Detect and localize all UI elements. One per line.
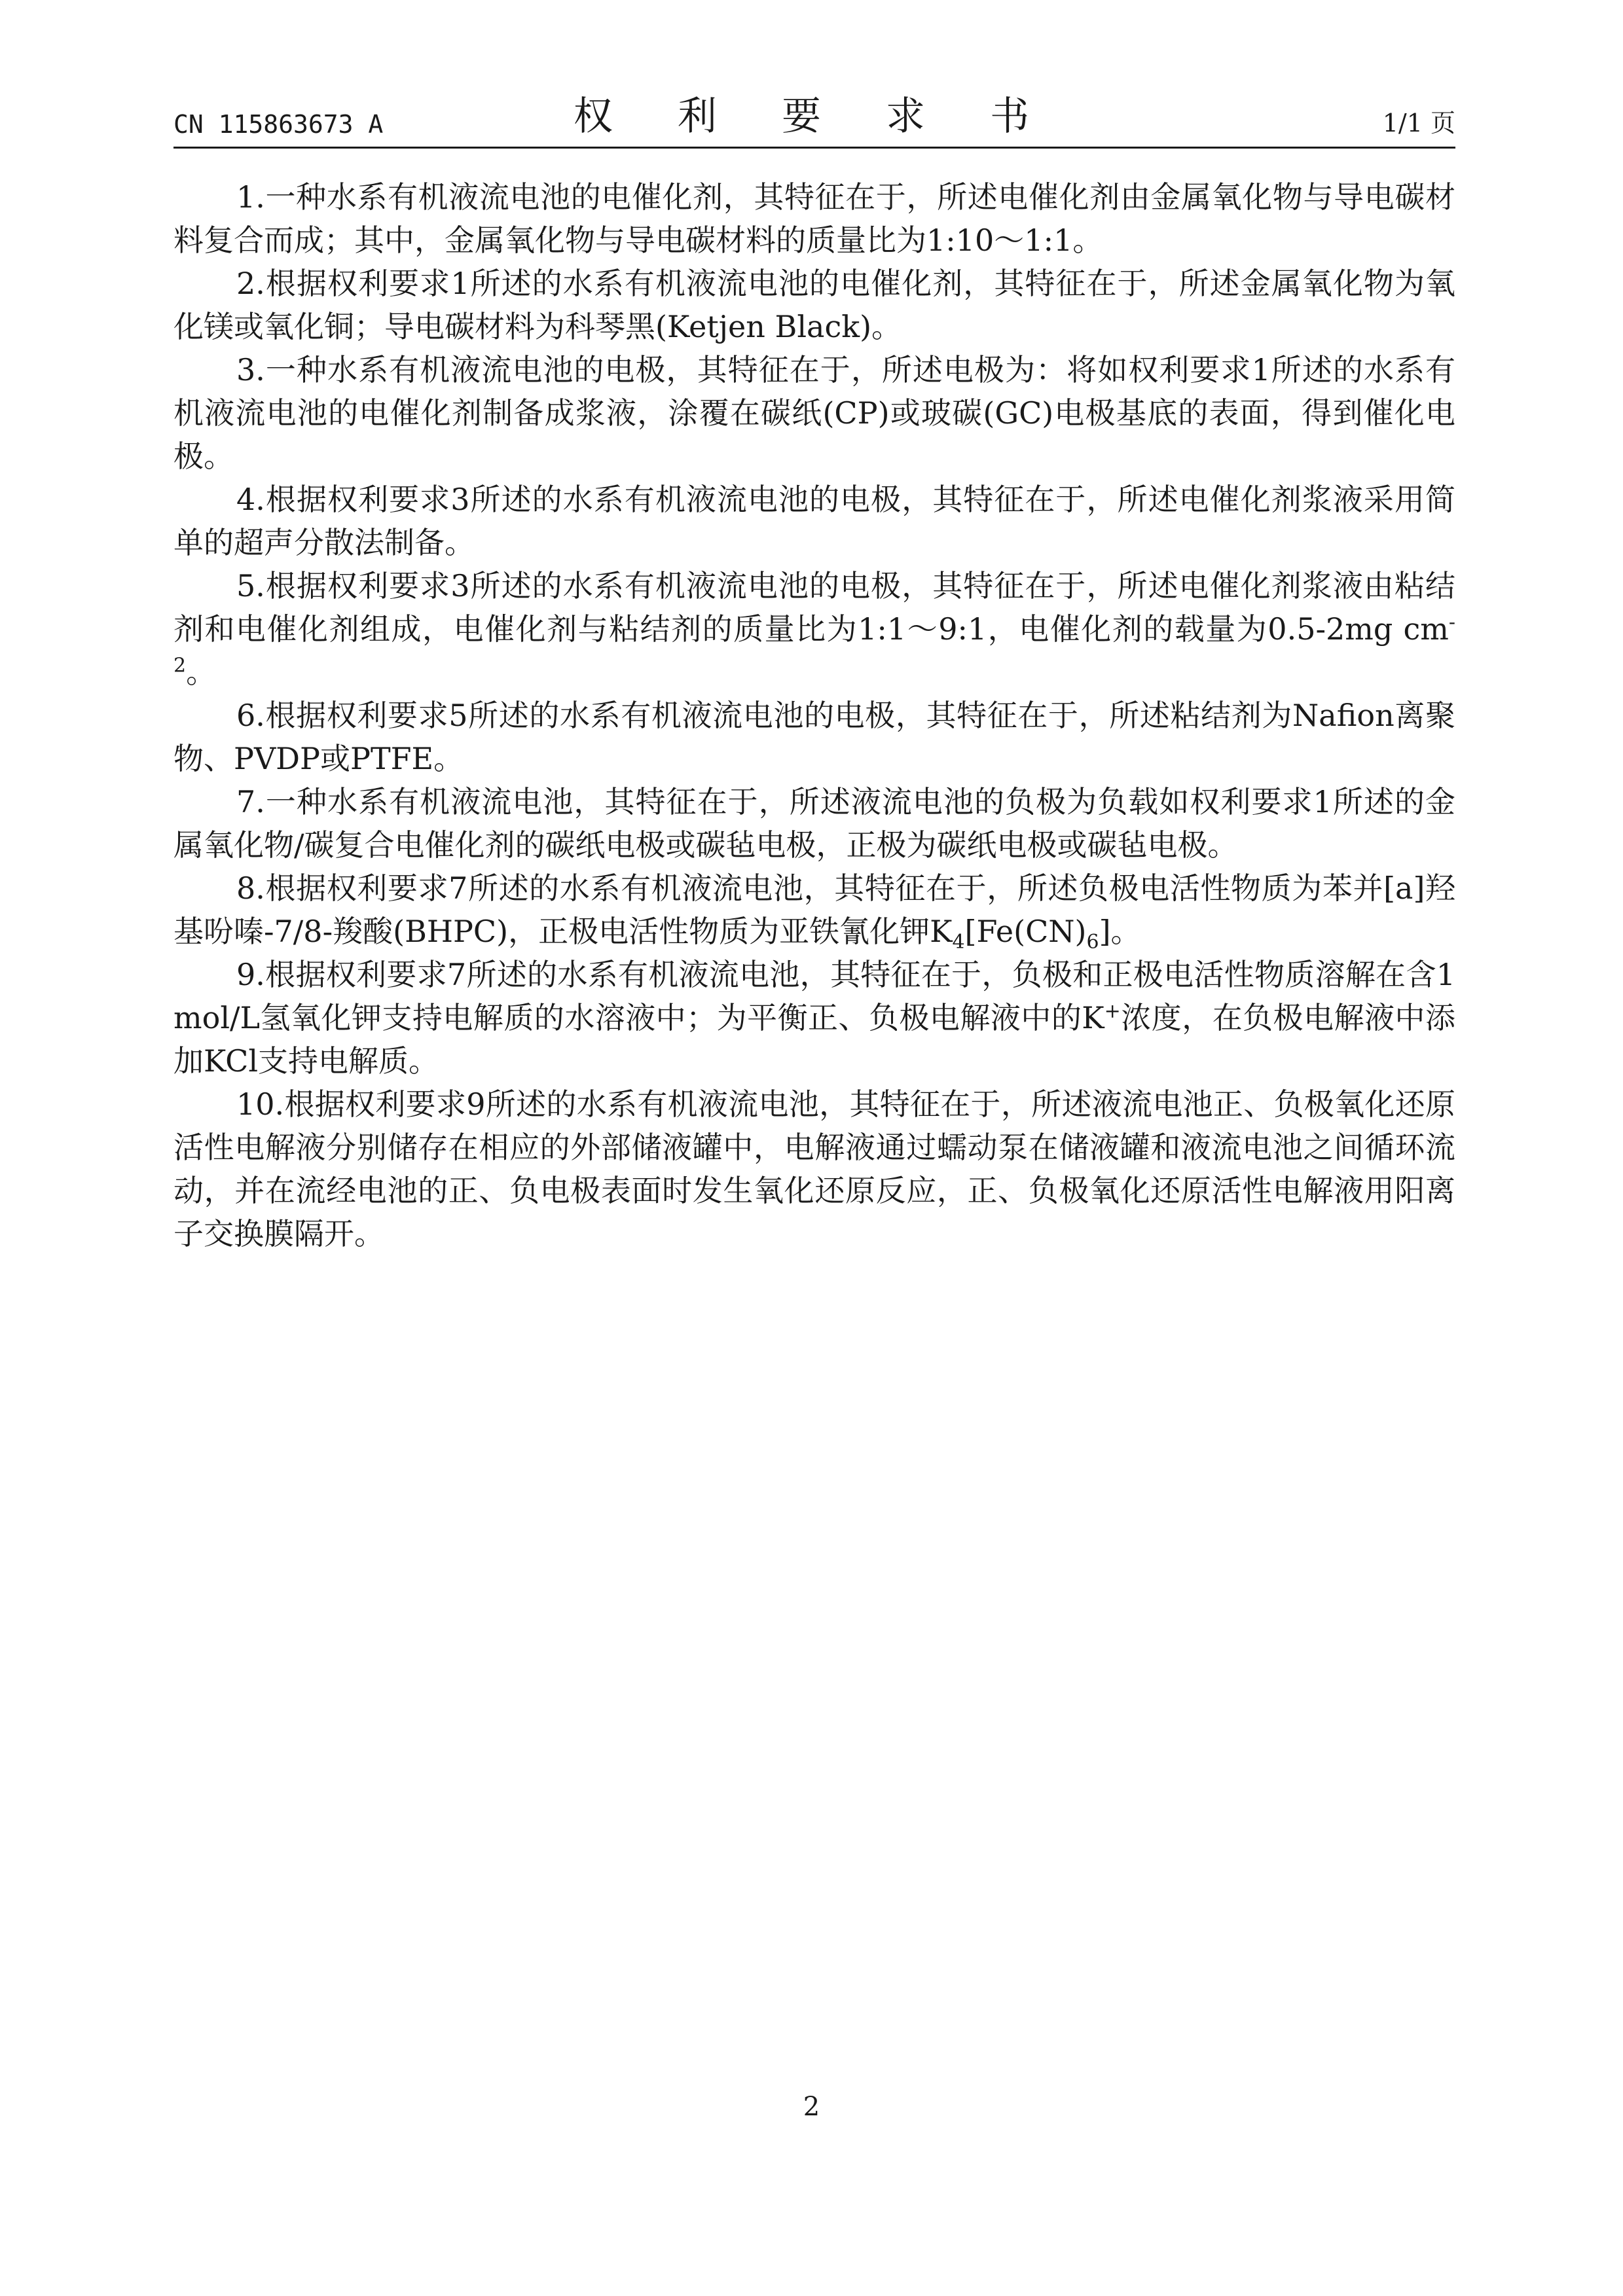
- page-header: [173, 92, 1455, 148]
- claim-5-text: 5.根据权利要求3所述的水系有机液流电池的电极，其特征在于，所述电催化剂浆液由粘结剂和电催化剂组成，电催化剂与粘结剂的质量比为1:1～9:1，电催化剂的载量为0.5-2mg cm: [173, 568, 1455, 647]
- claim-1: 1.一种水系有机液流电池的电催化剂，其特征在于，所述电催化剂由金属氧化物与导电碳材料复合而成；其中，金属氧化物与导电碳材料的质量比为1:10～1:1。: [173, 179, 1455, 258]
- publication-number: CN 115863673 A: [173, 110, 384, 139]
- page-number: 2: [803, 2092, 820, 2122]
- claim-8-text: 8.根据权利要求7所述的水系有机液流电池，其特征在于，所述负极电活性物质为苯并[a]羟基吩嗪-7/8-羧酸(BHPC)，正极电活性物质为亚铁氰化钾K: [173, 870, 1455, 949]
- claim-4: 4.根据权利要求3所述的水系有机液流电池的电极，其特征在于，所述电催化剂浆液采用简单的超声分散法制备。: [173, 482, 1455, 560]
- claim-9-superscript: +: [1104, 999, 1121, 1023]
- document-title: 权 利 要 求 书: [573, 94, 1056, 139]
- claim-9-text: 9.根据权利要求7所述的水系有机液流电池，其特征在于，负极和正极电活性物质溶解在含1mol/L氢氧化钾支持电解质的水溶液中；为平衡正、负极电解液中的K: [173, 957, 1455, 1035]
- claim-3: 3.一种水系有机液流电池的电极，其特征在于，所述电极为：将如权利要求1所述的水系有机液流电池的电催化剂制备成浆液，涂覆在碳纸(CP)或玻碳(GC)电极基底的表面，得到催化电极。: [173, 352, 1455, 474]
- claim-9-end: 浓度，在负极电解液中添加KCl支持电解质。: [173, 1000, 1456, 1079]
- page-info: 1/1 页: [1382, 109, 1455, 137]
- claim-10: 10.根据权利要求9所述的水系有机液流电池，其特征在于，所述液流电池正、负极氧化还原活性电解液分别储存在相应的外部储液罐中，电解液通过蠕动泵在储液罐和液流电池之间循环流动，并在流经电池的正、负电极表面时发生氧化还原反应，正、负极氧化还原活性电解液用阳离子交换膜隔开。: [173, 1086, 1455, 1251]
- claim-6: 6.根据权利要求5所述的水系有机液流电池的电极，其特征在于，所述粘结剂为Nafion离聚物、PVDP或PTFE。: [173, 698, 1455, 776]
- claim-5: [173, 564, 1455, 694]
- claim-8-end: ]。: [1099, 914, 1141, 949]
- claim-5-superscript: -2: [173, 611, 1455, 677]
- claim-8-formula: [Fe(CN): [964, 914, 1087, 949]
- claims-list: [173, 175, 1455, 1255]
- header-divider: [173, 147, 1455, 149]
- claim-9: [173, 953, 1455, 1083]
- claim-8: [173, 867, 1455, 953]
- claim-8-subscript-2: 6: [1086, 931, 1099, 954]
- claim-7: 7.一种水系有机液流电池，其特征在于，所述液流电池的负极为负载如权利要求1所述的金属氧化物/碳复合电催化剂的碳纸电极或碳毡电极，正极为碳纸电极或碳毡电极。: [173, 784, 1455, 863]
- claim-8-subscript-1: 4: [952, 931, 965, 954]
- claim-5-end: 。: [186, 655, 217, 690]
- claim-2: 2.根据权利要求1所述的水系有机液流电池的电催化剂，其特征在于，所述金属氧化物为氧化镁或氧化铜；导电碳材料为科琴黑(Ketjen Black)。: [173, 266, 1455, 344]
